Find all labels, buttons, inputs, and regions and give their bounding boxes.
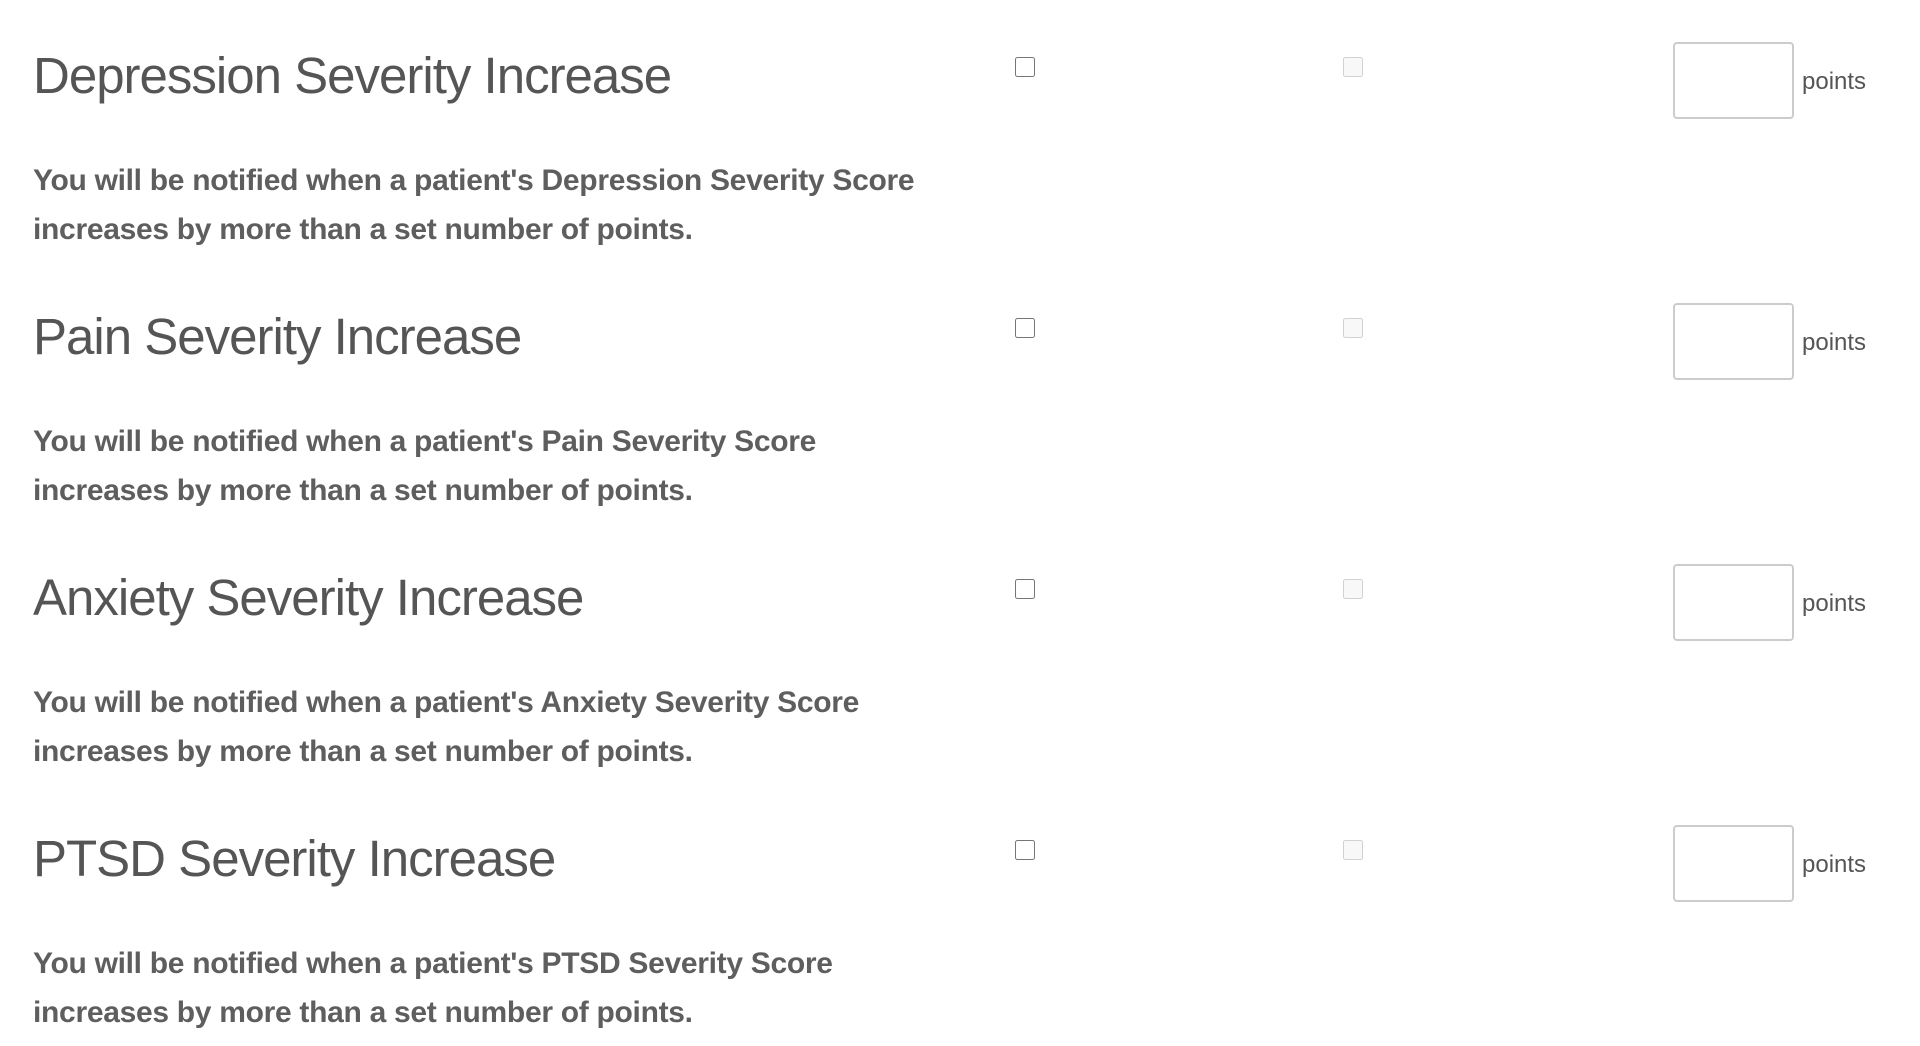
alert-description: You will be notified when a patient's Pain Severity Score increases by more than a set number of points. bbox=[33, 425, 816, 507]
email-alert-checkbox[interactable] bbox=[1015, 57, 1035, 77]
alert-title: Depression Severity Increase bbox=[33, 47, 672, 104]
alert-row-anxiety bbox=[0, 522, 1920, 783]
points-unit-label: points bbox=[1802, 851, 1867, 878]
points-unit-label: points bbox=[1802, 590, 1867, 617]
alert-description: You will be notified when a patient's Depression Severity Score increases by more than a set number of points. bbox=[33, 164, 915, 246]
alert-description: You will be notified when a patient's PTSD Severity Score increases by more than a set number of points. bbox=[33, 947, 833, 1029]
alert-row-ptsd bbox=[0, 783, 1920, 1044]
text-alert-checkbox bbox=[1343, 318, 1363, 338]
points-threshold-input[interactable] bbox=[1673, 42, 1794, 119]
alert-description: You will be notified when a patient's Anxiety Severity Score increases by more than a set number of points. bbox=[33, 686, 859, 768]
points-unit-label: points bbox=[1802, 329, 1867, 356]
email-alert-checkbox[interactable] bbox=[1015, 318, 1035, 338]
alert-title: Anxiety Severity Increase bbox=[33, 569, 584, 626]
alert-row-depression bbox=[0, 0, 1920, 261]
text-alert-checkbox bbox=[1343, 840, 1363, 860]
text-alert-checkbox bbox=[1343, 57, 1363, 77]
points-threshold-input[interactable] bbox=[1673, 303, 1794, 380]
text-alert-checkbox bbox=[1343, 579, 1363, 599]
points-threshold-input[interactable] bbox=[1673, 825, 1794, 902]
points-unit-label: points bbox=[1802, 68, 1867, 95]
points-threshold-input[interactable] bbox=[1673, 564, 1794, 641]
alert-title: Pain Severity Increase bbox=[33, 308, 522, 365]
email-alert-checkbox[interactable] bbox=[1015, 840, 1035, 860]
alert-title: PTSD Severity Increase bbox=[33, 830, 556, 887]
email-alert-checkbox[interactable] bbox=[1015, 579, 1035, 599]
alert-row-pain bbox=[0, 261, 1920, 522]
